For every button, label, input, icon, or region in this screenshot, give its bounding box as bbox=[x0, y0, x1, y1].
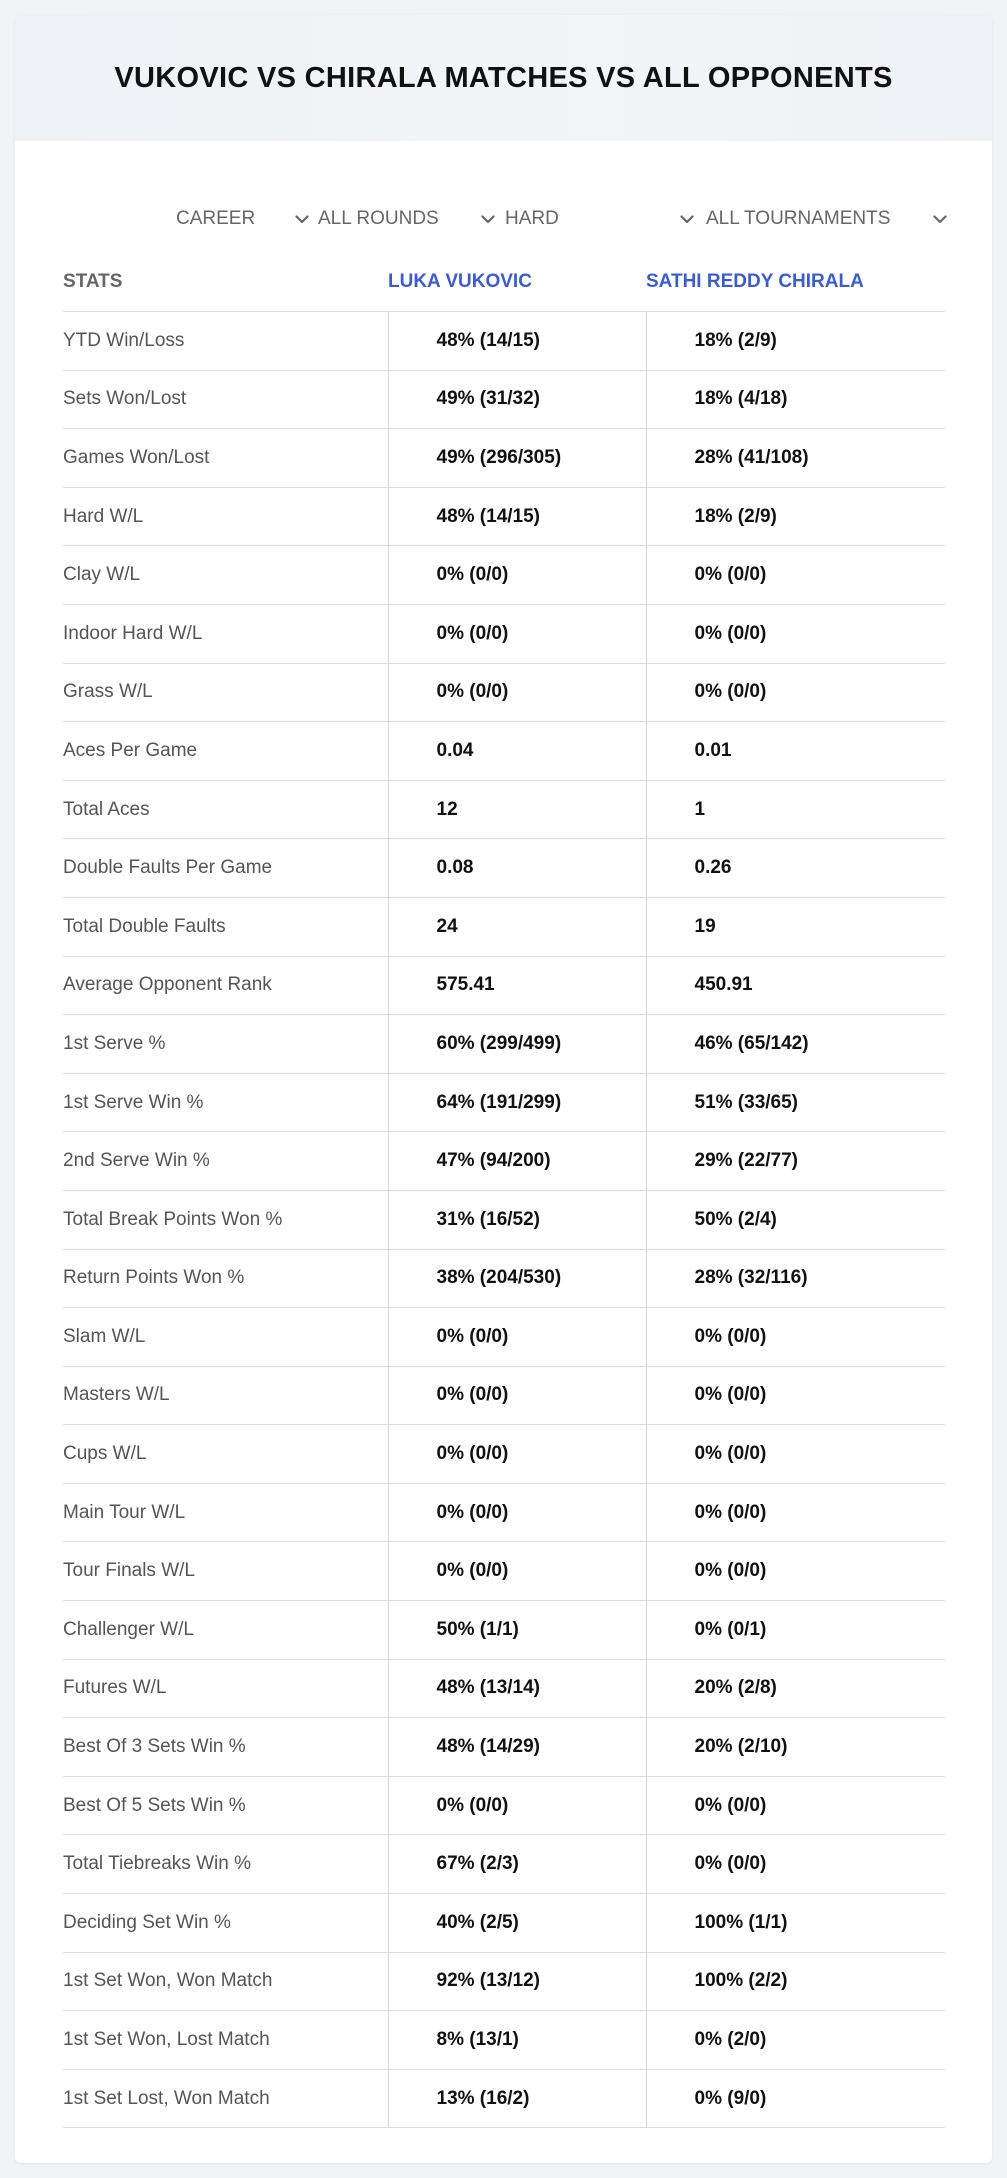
player1-value: 575.41 bbox=[388, 956, 646, 1015]
player2-value: 0% (0/0) bbox=[646, 1542, 945, 1601]
table-row bbox=[63, 604, 945, 663]
player1-value: 0% (0/0) bbox=[388, 1776, 646, 1835]
chevron-down-icon bbox=[677, 209, 697, 229]
stat-label: Best Of 5 Sets Win % bbox=[63, 1776, 388, 1835]
player1-value: 47% (94/200) bbox=[388, 1132, 646, 1191]
player1-value: 49% (296/305) bbox=[388, 429, 646, 488]
player2-value: 0% (0/0) bbox=[646, 1366, 945, 1425]
player2-value: 19 bbox=[646, 897, 945, 956]
table-row bbox=[63, 1425, 945, 1484]
stat-label: Hard W/L bbox=[63, 487, 388, 546]
player2-value: 18% (2/9) bbox=[646, 312, 945, 371]
player1-value: 49% (31/32) bbox=[388, 370, 646, 429]
player2-value: 20% (2/8) bbox=[646, 1659, 945, 1718]
tournament-select-value: ALL TOURNAMENTS bbox=[706, 208, 891, 229]
stat-label: 1st Set Won, Won Match bbox=[63, 1952, 388, 2011]
table-row bbox=[63, 1249, 945, 1308]
stat-label: Grass W/L bbox=[63, 663, 388, 722]
table-row bbox=[63, 1190, 945, 1249]
table-row bbox=[63, 487, 945, 546]
stat-label: Double Faults Per Game bbox=[63, 839, 388, 898]
chevron-down-icon bbox=[478, 209, 498, 229]
player2-value: 20% (2/10) bbox=[646, 1718, 945, 1777]
table-row bbox=[63, 1835, 945, 1894]
player1-value: 0% (0/0) bbox=[388, 604, 646, 663]
table-row bbox=[63, 1659, 945, 1718]
player1-value: 24 bbox=[388, 897, 646, 956]
player2-value: 0.01 bbox=[646, 722, 945, 781]
player1-value: 13% (16/2) bbox=[388, 2069, 646, 2128]
period-select[interactable] bbox=[176, 201, 312, 237]
player1-value: 48% (14/15) bbox=[388, 312, 646, 371]
player2-value: 0% (0/0) bbox=[646, 1483, 945, 1542]
stat-label: Slam W/L bbox=[63, 1308, 388, 1367]
table-row bbox=[63, 370, 945, 429]
stat-label: 1st Serve Win % bbox=[63, 1073, 388, 1132]
stat-label: 1st Set Won, Lost Match bbox=[63, 2011, 388, 2070]
player2-value: 0% (0/0) bbox=[646, 604, 945, 663]
stat-label: Clay W/L bbox=[63, 546, 388, 605]
table-row bbox=[63, 722, 945, 781]
table-row bbox=[63, 1601, 945, 1660]
player2-value: 0% (0/0) bbox=[646, 1776, 945, 1835]
stat-label: 1st Set Lost, Won Match bbox=[63, 2069, 388, 2128]
player2-column-header[interactable]: SATHI REDDY CHIRALA bbox=[646, 253, 945, 312]
player2-value: 18% (2/9) bbox=[646, 487, 945, 546]
round-select-value: ALL ROUNDS bbox=[318, 208, 439, 229]
stat-label: Main Tour W/L bbox=[63, 1483, 388, 1542]
player1-value: 60% (299/499) bbox=[388, 1015, 646, 1074]
table-row bbox=[63, 2011, 945, 2070]
player1-value: 0% (0/0) bbox=[388, 1308, 646, 1367]
player2-value: 28% (41/108) bbox=[646, 429, 945, 488]
table-row bbox=[63, 1366, 945, 1425]
stat-label: 1st Serve % bbox=[63, 1015, 388, 1074]
table-row bbox=[63, 780, 945, 839]
table-header-row bbox=[63, 253, 945, 312]
stats-column-header: STATS bbox=[63, 253, 388, 312]
table-row bbox=[63, 1308, 945, 1367]
player2-value: 1 bbox=[646, 780, 945, 839]
player1-value: 0% (0/0) bbox=[388, 546, 646, 605]
player2-value: 18% (4/18) bbox=[646, 370, 945, 429]
table-row bbox=[63, 1015, 945, 1074]
table-row bbox=[63, 1894, 945, 1953]
player2-value: 0% (0/0) bbox=[646, 1425, 945, 1484]
table-row bbox=[63, 1542, 945, 1601]
stat-label: Aces Per Game bbox=[63, 722, 388, 781]
player2-value: 50% (2/4) bbox=[646, 1190, 945, 1249]
player1-value: 0% (0/0) bbox=[388, 663, 646, 722]
stat-label: Total Break Points Won % bbox=[63, 1190, 388, 1249]
player1-value: 64% (191/299) bbox=[388, 1073, 646, 1132]
player1-value: 8% (13/1) bbox=[388, 2011, 646, 2070]
stat-label: Cups W/L bbox=[63, 1425, 388, 1484]
stat-label: Challenger W/L bbox=[63, 1601, 388, 1660]
surface-select-value: HARD bbox=[505, 208, 559, 229]
player2-value: 46% (65/142) bbox=[646, 1015, 945, 1074]
chevron-down-icon bbox=[930, 209, 950, 229]
player1-value: 48% (13/14) bbox=[388, 1659, 646, 1718]
stats-table-body bbox=[63, 312, 945, 2128]
period-select-value: CAREER bbox=[176, 208, 256, 229]
stat-label: Average Opponent Rank bbox=[63, 956, 388, 1015]
player1-value: 12 bbox=[388, 780, 646, 839]
surface-select[interactable] bbox=[505, 201, 697, 237]
table-row bbox=[63, 546, 945, 605]
player1-value: 0% (0/0) bbox=[388, 1366, 646, 1425]
player2-value: 0% (0/0) bbox=[646, 546, 945, 605]
table-row bbox=[63, 1132, 945, 1191]
table-row bbox=[63, 1952, 945, 2011]
player1-value: 0% (0/0) bbox=[388, 1425, 646, 1484]
player1-value: 48% (14/29) bbox=[388, 1718, 646, 1777]
player2-value: 28% (32/116) bbox=[646, 1249, 945, 1308]
player2-value: 450.91 bbox=[646, 956, 945, 1015]
player2-value: 0.26 bbox=[646, 839, 945, 898]
card-header bbox=[15, 15, 992, 141]
table-row bbox=[63, 839, 945, 898]
player2-value: 0% (2/0) bbox=[646, 2011, 945, 2070]
stat-label: Tour Finals W/L bbox=[63, 1542, 388, 1601]
player2-value: 0% (0/0) bbox=[646, 1308, 945, 1367]
page-title: VUKOVIC VS CHIRALA MATCHES VS ALL OPPONENTS bbox=[114, 61, 893, 94]
player2-value: 100% (1/1) bbox=[646, 1894, 945, 1953]
player2-value: 100% (2/2) bbox=[646, 1952, 945, 2011]
stat-label: Masters W/L bbox=[63, 1366, 388, 1425]
player1-value: 48% (14/15) bbox=[388, 487, 646, 546]
stat-label: Futures W/L bbox=[63, 1659, 388, 1718]
table-row bbox=[63, 1718, 945, 1777]
stat-label: Sets Won/Lost bbox=[63, 370, 388, 429]
table-row bbox=[63, 2069, 945, 2128]
stat-label: 2nd Serve Win % bbox=[63, 1132, 388, 1191]
table-row bbox=[63, 1776, 945, 1835]
player2-value: 0% (9/0) bbox=[646, 2069, 945, 2128]
stat-label: Indoor Hard W/L bbox=[63, 604, 388, 663]
player1-value: 0.04 bbox=[388, 722, 646, 781]
player1-value: 0% (0/0) bbox=[388, 1483, 646, 1542]
player2-value: 51% (33/65) bbox=[646, 1073, 945, 1132]
table-row bbox=[63, 956, 945, 1015]
table-row bbox=[63, 663, 945, 722]
table-row bbox=[63, 1483, 945, 1542]
player1-value: 0.08 bbox=[388, 839, 646, 898]
stats-card bbox=[15, 15, 992, 2163]
stat-label: Deciding Set Win % bbox=[63, 1894, 388, 1953]
player1-column-header[interactable]: LUKA VUKOVIC bbox=[388, 253, 646, 312]
player1-value: 92% (13/12) bbox=[388, 1952, 646, 2011]
stat-label: Total Tiebreaks Win % bbox=[63, 1835, 388, 1894]
player1-value: 50% (1/1) bbox=[388, 1601, 646, 1660]
stat-label: Return Points Won % bbox=[63, 1249, 388, 1308]
stat-label: Total Double Faults bbox=[63, 897, 388, 956]
round-select[interactable] bbox=[318, 201, 498, 237]
player2-value: 0% (0/0) bbox=[646, 663, 945, 722]
tournament-select[interactable] bbox=[706, 201, 950, 237]
stat-label: Total Aces bbox=[63, 780, 388, 839]
chevron-down-icon bbox=[292, 209, 312, 229]
player2-value: 0% (0/0) bbox=[646, 1835, 945, 1894]
player2-value: 0% (0/1) bbox=[646, 1601, 945, 1660]
stats-table bbox=[63, 253, 945, 2128]
table-row bbox=[63, 1073, 945, 1132]
player1-value: 38% (204/530) bbox=[388, 1249, 646, 1308]
filter-bar bbox=[15, 201, 992, 237]
table-row bbox=[63, 897, 945, 956]
player2-value: 29% (22/77) bbox=[646, 1132, 945, 1191]
table-row bbox=[63, 312, 945, 371]
player1-value: 31% (16/52) bbox=[388, 1190, 646, 1249]
table-row bbox=[63, 429, 945, 488]
player1-value: 67% (2/3) bbox=[388, 1835, 646, 1894]
stat-label: Best Of 3 Sets Win % bbox=[63, 1718, 388, 1777]
stat-label: Games Won/Lost bbox=[63, 429, 388, 488]
player1-value: 40% (2/5) bbox=[388, 1894, 646, 1953]
stat-label: YTD Win/Loss bbox=[63, 312, 388, 371]
player1-value: 0% (0/0) bbox=[388, 1542, 646, 1601]
